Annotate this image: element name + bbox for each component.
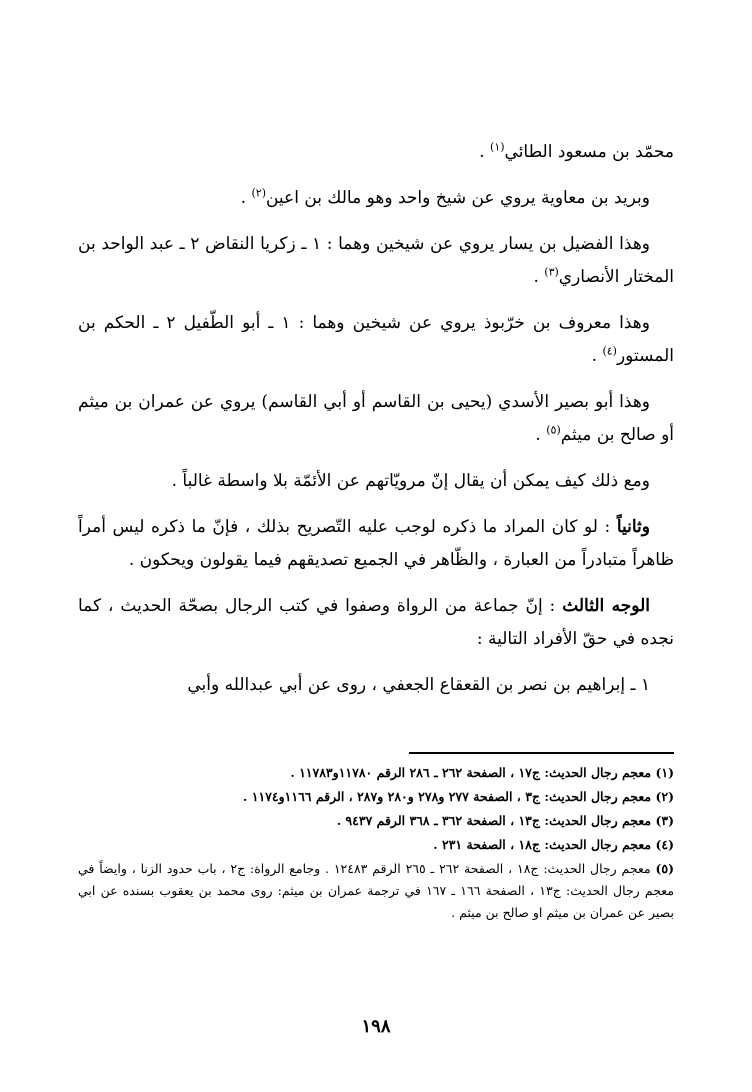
paragraph-tail: . [591, 346, 603, 366]
footnote [78, 858, 674, 924]
footnote [78, 762, 674, 784]
footnote [78, 834, 674, 856]
paragraph-tail: . [535, 425, 547, 445]
footnote-text: معجم رجال الحديث: ج٣ ، الصفحة ٢٧٧ و٢٧٨ و٢٨٠ و٢٨٧ ، الرقم ١١٦٦و١١٧٤ . [243, 789, 656, 804]
section-heading: الوجه الثالث [562, 596, 650, 616]
footnote-text: معجم رجال الحديث: ج١٨ ، الصفحة ٢٣١ . [433, 837, 656, 852]
footnote-reference: (٣) [544, 265, 559, 279]
page-number: ١٩٨ [361, 1016, 391, 1037]
footnote-number: (٥) [655, 861, 675, 876]
footnote-reference: (٢) [251, 186, 266, 200]
paragraph [78, 590, 674, 656]
paragraph [78, 228, 674, 294]
paragraph [78, 511, 674, 577]
paragraph-tail: . [240, 188, 252, 208]
paragraph-lead: وثانياً [616, 517, 650, 537]
paragraph-text: وبريد بن معاوية يروي عن شيخ واحد وهو مالك بن اعين [265, 188, 650, 208]
footnote-reference: (٤) [602, 344, 617, 358]
footnote-reference: (١) [490, 140, 505, 154]
paragraph-text: وهذا الفضيل بن يسار يروي عن شيخين وهما : ١ ـ زكريا النقاض ٢ ـ عبد الواحد بن المختار الأنصاري [78, 234, 674, 287]
paragraph [78, 136, 674, 169]
paragraph-text: : لو كان المراد ما ذكره لوجب عليه التّصريح بذلك ، فإنّ ما ذكره ليس أمراً ظاهراً متبادراً من العبارة ، والظّاهر في الجميع تصديقهم فيما يقولون ويحكون . [78, 517, 674, 570]
paragraph [78, 182, 674, 215]
footnote [78, 810, 674, 832]
footnote-text: معجم رجال الحديث: ج١٨ ، الصفحة ٢٦٢ ـ ٢٦٥ الرقم ١٢٤٨٣ . وجامع الرواة: ج٢ ، باب حدود الزنا ، وايضاً في معجم رجال الحديث: ج١٣ ، الصفحة ١٦٦ ـ ١٦٧ في ترجمة عمران بن ميثم: روى محمد بن يعقوب بسنده عن ابي بصير عن عمران بن ميثم او صالح بن ميثم . [78, 861, 675, 920]
paragraph-text: وهذا أبو بصير الأسدي (يحيى بن القاسم أو أبي القاسم) يروي عن عمران بن ميثم أو صالح بن ميثم [78, 392, 674, 445]
footnote-number: (١) [655, 765, 674, 780]
paragraph-text: وهذا معروف بن خرّبوذ يروي عن شيخين وهما : ١ ـ أبو الطّفيل ٢ ـ الحكم بن المستور [78, 313, 674, 366]
paragraph [78, 307, 674, 373]
footnote-text: معجم رجال الحديث: ج١٣ ، الصفحة ٣٦٢ ـ ٣٦٨ الرقم ٩٤٣٧ . [336, 813, 656, 828]
footnote [78, 786, 674, 808]
paragraph-tail: . [533, 267, 545, 287]
paragraph-text: : إنّ جماعة من الرواة وصفوا في كتب الرجال بصحّة الحديث ، كما نجده في حقّ الأفراد التالية : [78, 596, 674, 649]
footnote-text: معجم رجال الحديث: ج١٧ ، الصفحة ٢٦٢ ـ ٢٨٦ الرقم ١١٧٨٠و١١٧٨٣ . [290, 765, 656, 780]
paragraph-text: ومع ذلك كيف يمكن أن يقال إنّ مرويّاتهم عن الأئمّة بلا واسطة غالباً . [171, 471, 650, 491]
main-text [78, 136, 674, 715]
paragraph-tail: . [479, 142, 491, 162]
footnote-reference: (٥) [546, 423, 561, 437]
footnote-separator [409, 752, 674, 754]
footnote-number: (٣) [655, 813, 674, 828]
paragraph [78, 669, 674, 702]
footnote-number: (٤) [655, 837, 674, 852]
paragraph [78, 465, 674, 498]
paragraph-text: محمّد بن مسعود الطائي [504, 142, 674, 162]
footnotes [78, 762, 674, 926]
footnote-number: (٢) [655, 789, 674, 804]
paragraph-text: ١ ـ إبراهيم بن نصر بن القعقاع الجعفي ، روى عن أبي عبدالله وأبي [187, 675, 650, 695]
paragraph [78, 386, 674, 452]
